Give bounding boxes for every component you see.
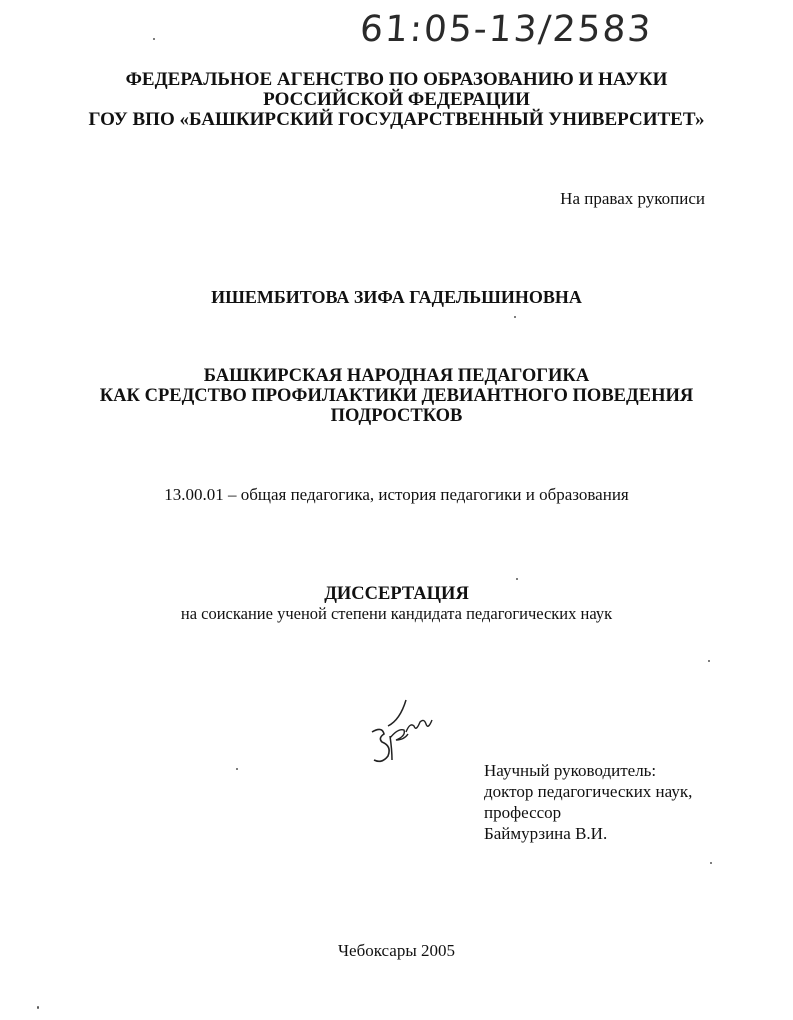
dissertation-title xyxy=(0,366,793,426)
document-type: ДИССЕРТАЦИЯ xyxy=(324,584,469,604)
title-line-2: КАК СРЕДСТВО ПРОФИЛАКТИКИ ДЕВИАНТНОГО ПОВЕДЕНИЯ xyxy=(99,386,694,406)
specialty-code: 13.00.01 – общая педагогика, история педагогики и образования xyxy=(164,485,629,504)
manuscript-rights-note: На правах рукописи xyxy=(560,189,705,208)
scan-speck xyxy=(514,316,516,318)
title-line-3: ПОДРОСТКОВ xyxy=(330,406,463,426)
supervisor-line-3: профессор xyxy=(484,803,562,822)
organization-line-3: ГОУ ВПО «БАШКИРСКИЙ ГОСУДАРСТВЕННЫЙ УНИВЕРСИТЕТ» xyxy=(88,109,705,130)
scan-speck xyxy=(37,1006,39,1009)
scan-speck xyxy=(153,38,155,40)
handwritten-signature xyxy=(366,696,436,768)
degree-statement: на соискание ученой степени кандидата педагогических наук xyxy=(180,604,613,623)
supervisor-line-2: доктор педагогических наук, xyxy=(484,782,693,801)
supervisor-line-4: Баймурзина В.И. xyxy=(484,824,608,843)
organization-header xyxy=(0,70,793,130)
title-line-1: БАШКИРСКАЯ НАРОДНАЯ ПЕДАГОГИКА xyxy=(203,366,590,386)
scan-speck xyxy=(708,660,710,662)
organization-line-1: ФЕДЕРАЛЬНОЕ АГЕНСТВО ПО ОБРАЗОВАНИЮ И НАУКИ xyxy=(125,69,668,90)
scan-speck xyxy=(710,862,712,864)
handwritten-number-text: 61:05-13/2583 xyxy=(358,9,654,50)
scan-speck xyxy=(236,768,238,770)
scientific-supervisor xyxy=(484,760,692,844)
scan-speck xyxy=(516,578,518,580)
supervisor-line-1: Научный руководитель: xyxy=(484,761,657,780)
organization-line-2: РОССИЙСКОЙ ФЕДЕРАЦИИ xyxy=(263,89,530,110)
city-and-year: Чебоксары 2005 xyxy=(337,941,456,960)
author-name: ИШЕМБИТОВА ЗИФА ГАДЕЛЬШИНОВНА xyxy=(211,287,582,307)
handwritten-catalog-number xyxy=(360,4,690,56)
